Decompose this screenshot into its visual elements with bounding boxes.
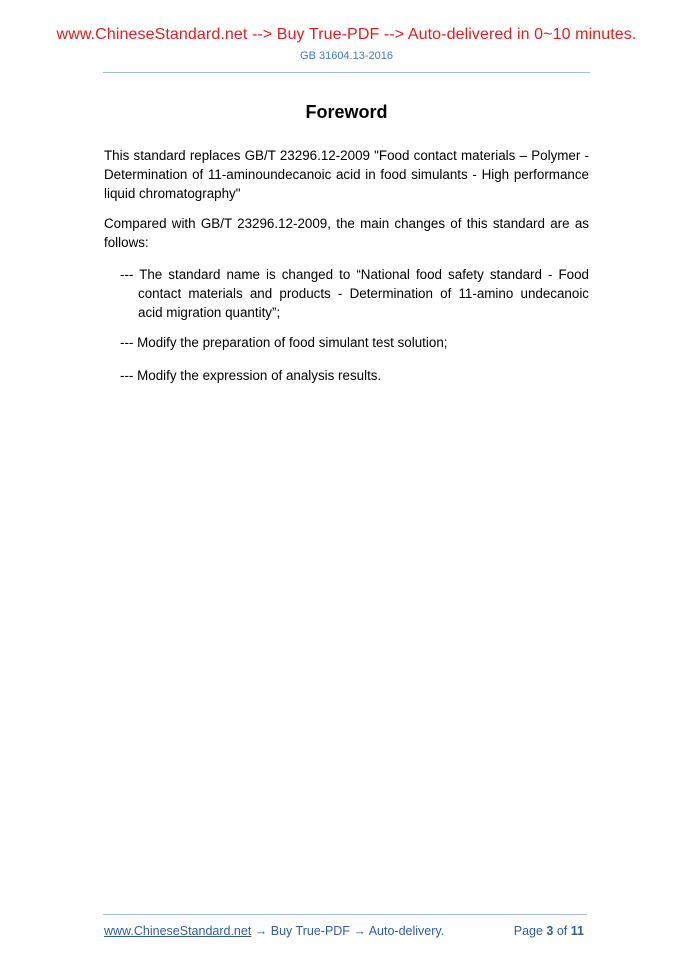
change-item-preparation: --- Modify the preparation of food simulant test solution; xyxy=(120,335,448,350)
document-code: GB 31604.13-2016 xyxy=(300,50,393,62)
page-current: 3 xyxy=(546,924,554,938)
paragraph-changes-intro: Compared with GB/T 23296.12-2009, the main changes of this standard are as follows: xyxy=(104,216,589,250)
footer-divider xyxy=(103,914,587,915)
paragraph-replacement: This standard replaces GB/T 23296.12-2009 "Food contact materials – Polymer - Determination of 11-aminoundecanoic acid in food simulants - High performance liquid chromatography" xyxy=(104,148,589,201)
page-label: Page xyxy=(513,924,543,938)
footer-link[interactable]: www.ChineseStandard.net xyxy=(104,924,252,938)
page-of: of xyxy=(556,924,568,938)
change-item-expression: --- Modify the expression of analysis results. xyxy=(120,368,382,383)
page-indicator xyxy=(514,924,584,938)
page-total: 11 xyxy=(570,924,584,938)
header-divider xyxy=(103,72,590,73)
footer xyxy=(104,924,584,938)
top-banner[interactable]: www.ChineseStandard.net --> Buy True-PDF --> Auto-delivered in 0~10 minutes. xyxy=(56,26,637,43)
change-item-name: --- The standard name is changed to “National food safety standard - Food contact materials and products - Determination of 11-amino undecanoic acid migration quantity”; xyxy=(120,267,589,320)
footer-tail-text: → Buy True-PDF → Auto-delivery. xyxy=(251,924,445,938)
page-title: Foreword xyxy=(305,102,388,122)
